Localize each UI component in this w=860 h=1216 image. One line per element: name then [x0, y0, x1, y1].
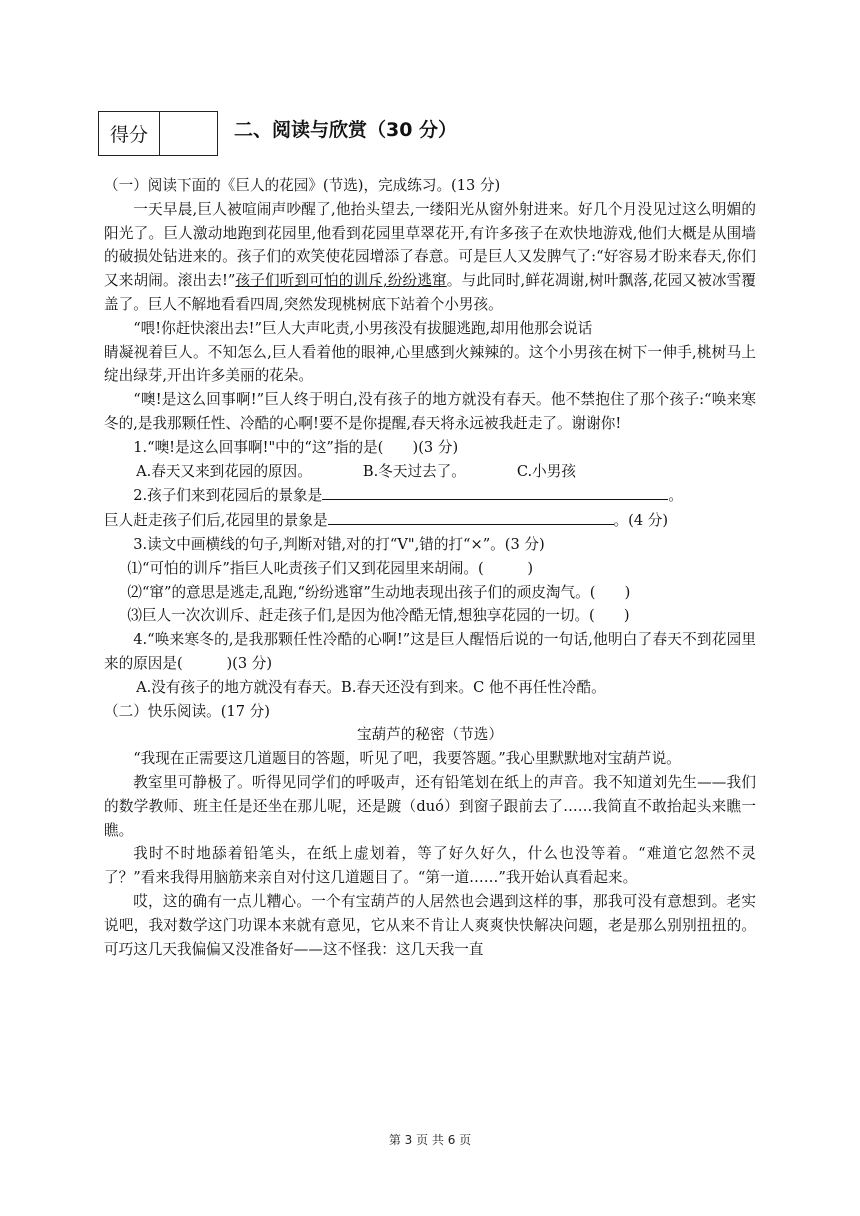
passage2-paragraph-3: 我时不时地舔着铅笔头，在纸上虚划着，等了好久好久，什么也没等着。“难道它忽然不灵了？”看来我得用脑筋来亲自对付这几道题目了。“第一道……”我开始认真看起来。	[104, 845, 756, 887]
score-box	[98, 111, 218, 156]
section-title: 二、阅读与欣赏（30 分）	[234, 119, 458, 141]
part1-heading: （一）阅读下面的《巨人的花园》(节选)，完成练习。(13 分)	[104, 177, 501, 194]
reading-content	[104, 174, 756, 961]
score-label: 得分	[99, 112, 160, 155]
passage1-paragraph-2a: “喂!你赶快滚出去!”巨人大声叱责,小男孩没有拔腿逃跑,却用他那会说话	[133, 319, 593, 337]
question-3-item-1: ⑴“可怕的训斥”指巨人叱责孩子们又到花园里来胡闹。( )	[127, 559, 534, 577]
passage2-paragraph-1: “我现在正需要这几道题目的答题，听见了吧，我要答题。”我心里默默地对宝葫芦说。	[133, 750, 681, 768]
passage1-paragraph-1: 一天早晨,巨人被喧闹声吵醒了,他抬头望去,一缕阳光从窗外射进来。好几个月没见过这么明媚的阳光了。巨人激动地跑到花园里,他看到花园里草翠花开,有许多孩子在欢快地游戏,他们大概是从围墙的破损处钻进来的。孩子们的欢笑使花园增添了春意。可是巨人又发脾气了:“好容易才盼来春天,你们又来胡闹。滚出去!”孩子们听到可怕的训斥,纷纷逃窜。与此同时,鲜花凋谢,树叶飘落,花园又被冰雪覆盖了。巨人不解地看看四周,突然发现桃树底下站着个小男孩。	[104, 200, 757, 313]
passage1-paragraph-3: “噢!是这么回事啊!”巨人终于明白,没有孩子的地方就没有春天。他不禁抱住了那个孩子:“唤来寒冬的,是我那颗任性、冷酷的心啊!要不是你提醒,春天将永远被我赶走了。谢谢你!	[104, 391, 756, 432]
question-3-item-2: ⑵“窜”的意思是逃走,乱跑,“纷纷逃窜”生动地表现出孩子们的顽皮淘气。( )	[127, 583, 631, 601]
question-1: 1.“噢!是这么回事啊!"中的“这”指的是( )(3 分)	[133, 438, 459, 456]
score-value-cell	[160, 112, 217, 155]
question-2a: 2.孩子们来到花园后的景象是 。	[104, 483, 756, 508]
page-footer: 第 3 页 共 6 页	[388, 1133, 472, 1147]
question-4: 4.“唤来寒冬的,是我那颗任性冷酷的心啊!”这是巨人醒悟后说的一句话,他明白了春天不到花园里来的原因是( )(3 分)	[104, 631, 756, 672]
answer-blank[interactable]	[322, 483, 668, 500]
underlined-sentence: 孩子们听到可怕的训斥,纷纷逃窜	[235, 272, 447, 290]
part2-heading: （二）快乐阅读。(17 分)	[104, 702, 270, 720]
passage2-paragraph-2: 教室里可静极了。听得见同学们的呼吸声，还有铅笔划在纸上的声音。我不知道刘先生——我们的数学教师、班主任是还坐在那儿呢，还是踱（duó）到窗子跟前去了……我简直不敢抬起头来瞧一瞧。	[104, 773, 756, 839]
passage2-paragraph-4: 哎，这的确有一点儿糟心。一个有宝葫芦的人居然也会遇到这样的事，那我可没有意想到。老实说吧，我对数学这门功课本来就有意见，它从来不肯让人爽爽快快解决问题，老是那么别别扭扭的。可巧这几天我偏偏又没准备好——这不怪我：这几天我一直	[104, 892, 756, 958]
answer-blank[interactable]	[328, 508, 614, 525]
question-4-options: A.没有孩子的地方就没有春天。B.春天还没有到来。C 他不再任性冷酷。	[136, 678, 606, 696]
question-3-item-3: ⑶巨人一次次训斥、赶走孩子们,是因为他冷酷无情,想独享花园的一切。( )	[127, 607, 630, 625]
question-1-options: A.春天又来到花园的原因。 B.冬天过去了。 C.小男孩	[136, 462, 576, 480]
question-3: 3.读文中画横线的句子,判断对错,对的打“V",错的打“×”。(3 分)	[133, 535, 545, 553]
question-2b: 巨人赶走孩子们后,花园里的景象是 。(4 分)	[104, 508, 756, 533]
passage1-paragraph-2b: 睛凝视着巨人。不知怎么,巨人看着他的眼神,心里感到火辣辣的。这个小男孩在树下一伸手,桃树马上绽出绿芽,开出许多美丽的花朵。	[104, 343, 756, 385]
passage2-title: 宝葫芦的秘密（节选）	[357, 726, 503, 744]
